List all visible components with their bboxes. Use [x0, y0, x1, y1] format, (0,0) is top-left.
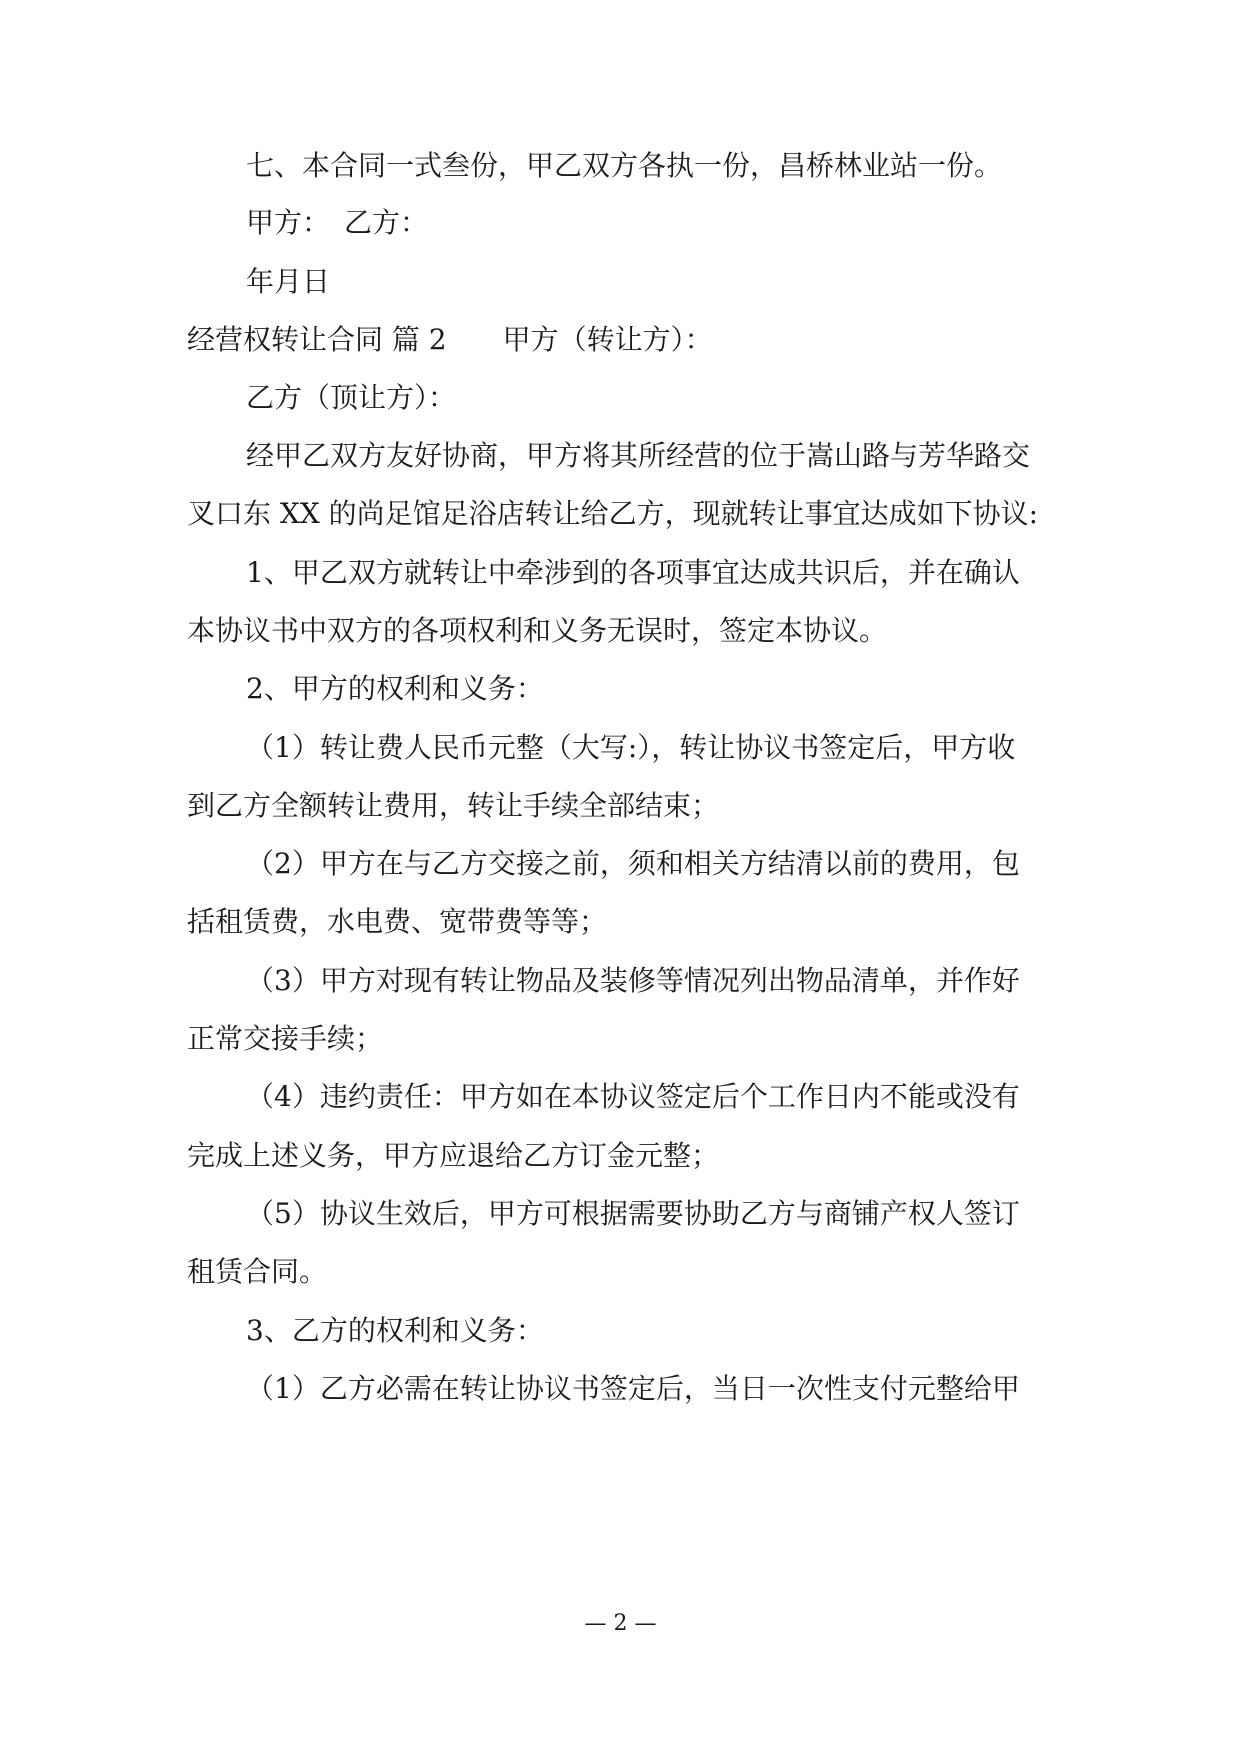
clause-2-item-5-line-1: （5）协议生效后，甲方可根据需要协助乙方与商铺产权人签订 — [246, 1197, 1020, 1230]
clause-2-item-2-line-1: （2）甲方在与乙方交接之前，须和相关方结清以前的费用，包 — [246, 847, 1020, 880]
clause-2-item-1-line-1: （1）转让费人民币元整（大写:），转让协议书签定后，甲方收 — [246, 731, 1016, 764]
signature-parties: 甲方： 乙方： — [246, 206, 429, 239]
intro-paragraph-line-1: 经甲乙双方友好协商，甲方将其所经营的位于嵩山路与芳华路交 — [246, 439, 1031, 472]
clause-7-text: 七、本合同一式叁份，甲乙双方各执一份，昌桥林业站一份。 — [246, 149, 1003, 182]
clause-2-item-1-line-2: 到乙方全额转让费用，转让手续全部结束； — [187, 789, 720, 822]
clause-1-line-2: 本协议书中双方的各项权利和义务无误时，签定本协议。 — [187, 614, 888, 647]
section-title: 经营权转让合同 篇 2 — [187, 323, 447, 356]
clause-2-item-2-line-2: 括租赁费，水电费、宽带费等等； — [187, 905, 608, 938]
clause-2-item-5-line-2: 租赁合同。 — [187, 1255, 328, 1288]
clause-2-heading: 2、甲方的权利和义务： — [246, 672, 544, 705]
clause-2-item-3-line-1: （3）甲方对现有转让物品及装修等情况列出物品清单，并作好 — [246, 964, 1020, 997]
signature-date: 年月日 — [246, 265, 331, 298]
clause-2-item-3-line-2: 正常交接手续； — [187, 1022, 384, 1055]
clause-3-item-1-line-1: （1）乙方必需在转让协议书签定后，当日一次性支付元整给甲 — [246, 1372, 1020, 1405]
section-heading-row — [187, 320, 1057, 360]
clause-3-heading: 3、乙方的权利和义务： — [246, 1314, 544, 1347]
clause-2-item-4-line-1: （4）违约责任：甲方如在本协议签定后个工作日内不能或没有 — [246, 1080, 1020, 1113]
clause-1-line-1: 1、甲乙双方就转让中牵涉到的各项事宜达成共识后，并在确认 — [246, 556, 1020, 589]
clause-2-item-4-line-2: 完成上述义务，甲方应退给乙方订金元整； — [187, 1139, 720, 1172]
page-number: — 2 — — [584, 1611, 657, 1636]
party-b-label: 乙方（顶让方）： — [246, 381, 457, 414]
party-a-label: 甲方（转让方）： — [502, 323, 713, 356]
intro-paragraph-line-2: 叉口东 XX 的尚足馆足浴店转让给乙方，现就转让事宜达成如下协议: — [187, 497, 1039, 530]
